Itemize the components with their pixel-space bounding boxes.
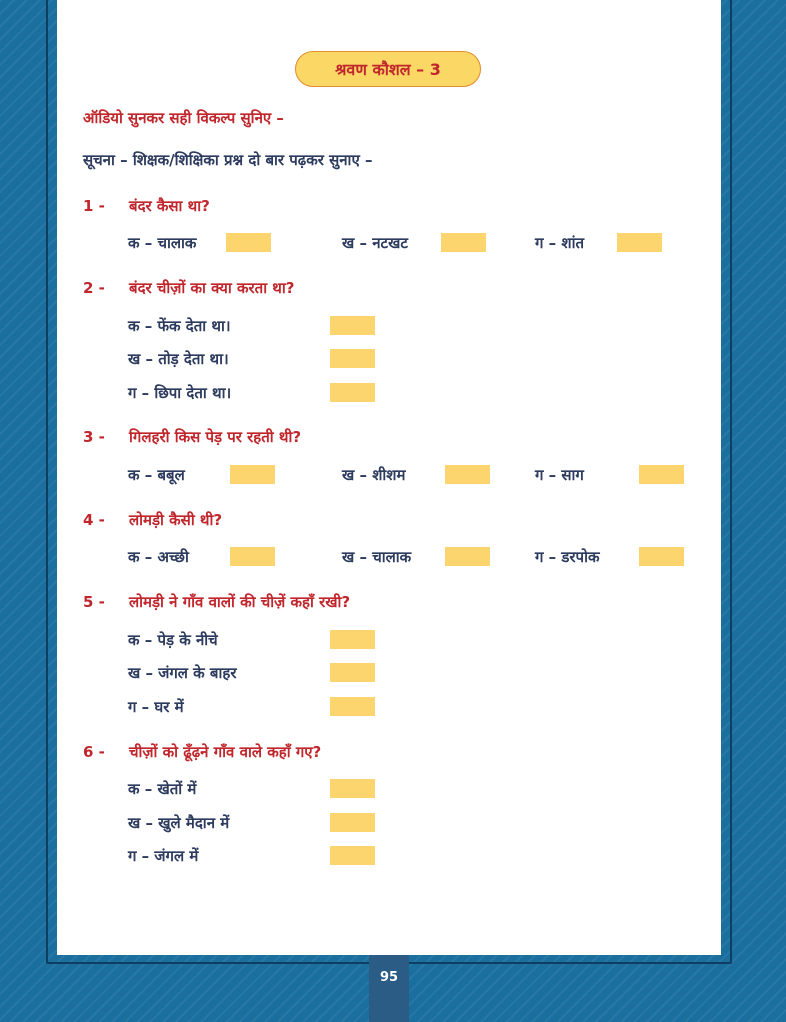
worksheet-title: श्रवण कौशल – 3: [295, 51, 481, 87]
answer-box[interactable]: [639, 465, 684, 484]
option-label: क – बबूल: [128, 466, 185, 484]
question-number: 3 -: [83, 428, 105, 446]
option-label: ग – छिपा देता था।: [128, 384, 232, 402]
option-label: ख – नटखट: [342, 234, 408, 252]
option-label: क – पेड़ के नीचे: [128, 631, 218, 649]
question-number: 6 -: [83, 743, 105, 761]
answer-box[interactable]: [639, 547, 684, 566]
answer-box[interactable]: [330, 316, 375, 335]
question-5: [83, 592, 350, 612]
question-text: बंदर कैसा था?: [129, 197, 210, 215]
question-text: गिलहरी किस पेड़ पर रहती थी?: [129, 428, 302, 446]
answer-box[interactable]: [330, 383, 375, 402]
answer-box[interactable]: [330, 349, 375, 368]
instruction-line: ऑडियो सुनकर सही विकल्प सुनिए –: [83, 109, 284, 127]
answer-box[interactable]: [445, 547, 490, 566]
answer-box[interactable]: [441, 233, 486, 252]
answer-box[interactable]: [330, 697, 375, 716]
question-number: 5 -: [83, 593, 105, 611]
option-label: ग – साग: [535, 466, 584, 484]
answer-box[interactable]: [617, 233, 662, 252]
option-label: ख – चालाक: [342, 548, 412, 566]
option-label: ग – शांत: [535, 234, 585, 252]
option-label: ग – डरपोक: [535, 548, 600, 566]
answer-box[interactable]: [330, 813, 375, 832]
page-number: 95: [369, 955, 409, 1022]
question-text: बंदर चीज़ों का क्या करता था?: [129, 279, 295, 297]
question-4: [83, 510, 222, 530]
question-text: चीज़ों को ढूँढ़ने गाँव वाले कहाँ गए?: [129, 743, 322, 761]
answer-box[interactable]: [330, 779, 375, 798]
option-label: ग – जंगल में: [128, 847, 199, 865]
option-label: ख – शीशम: [342, 466, 406, 484]
answer-box[interactable]: [330, 846, 375, 865]
answer-box[interactable]: [445, 465, 490, 484]
option-label: ख – जंगल के बाहर: [128, 664, 237, 682]
answer-box[interactable]: [230, 465, 275, 484]
option-label: ख – खुले मैदान में: [128, 814, 230, 832]
question-number: 1 -: [83, 197, 105, 215]
worksheet-page: [57, 0, 721, 955]
answer-box[interactable]: [330, 663, 375, 682]
question-number: 2 -: [83, 279, 105, 297]
question-6: [83, 742, 321, 762]
option-label: क – फेंक देता था।: [128, 317, 231, 335]
option-label: ग – घर में: [128, 698, 184, 716]
option-label: क – चालाक: [128, 234, 197, 252]
question-3: [83, 427, 301, 447]
teacher-note: सूचना – शिक्षक/शिक्षिका प्रश्न दो बार पढ़कर सुनाए –: [83, 151, 373, 169]
answer-box[interactable]: [230, 547, 275, 566]
question-1: [83, 196, 210, 216]
option-label: ख – तोड़ देता था।: [128, 350, 229, 368]
question-number: 4 -: [83, 511, 105, 529]
option-label: क – अच्छी: [128, 548, 189, 566]
question-text: लोमड़ी ने गाँव वालों की चीज़ें कहाँ रखी?: [129, 593, 351, 611]
answer-box[interactable]: [226, 233, 271, 252]
question-2: [83, 278, 294, 298]
answer-box[interactable]: [330, 630, 375, 649]
question-text: लोमड़ी कैसी थी?: [129, 511, 223, 529]
option-label: क – खेतों में: [128, 780, 197, 798]
